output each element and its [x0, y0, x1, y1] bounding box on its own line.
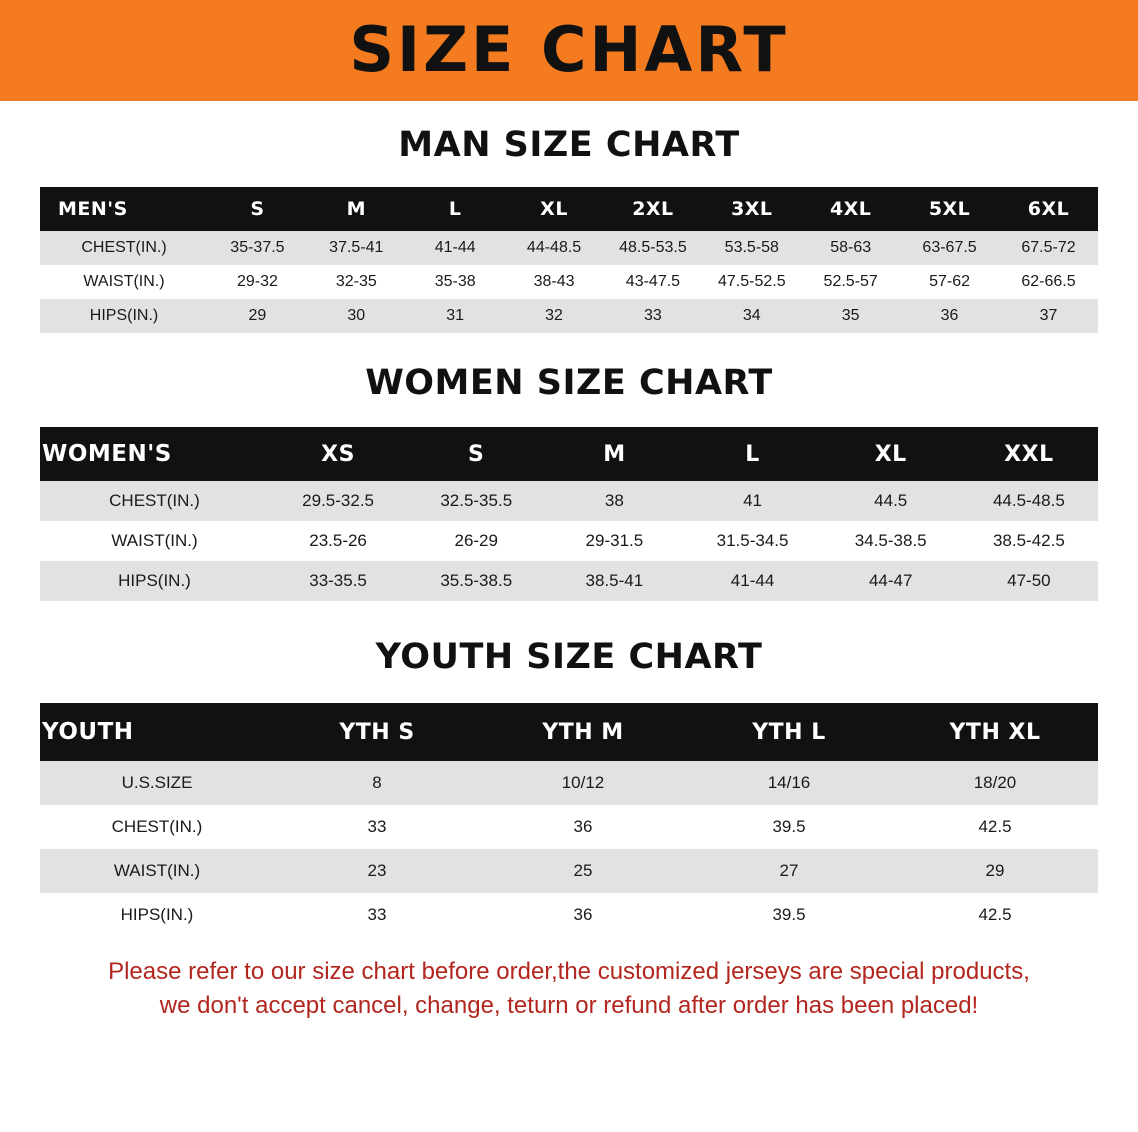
men-table-header-cell: 3XL: [702, 187, 801, 231]
men-table-header-cell: 5XL: [900, 187, 999, 231]
table-cell: 31.5-34.5: [683, 521, 821, 561]
table-cell: 38: [545, 481, 683, 521]
youth-table-header-cell: YTH M: [480, 703, 686, 761]
table-cell: 36: [480, 805, 686, 849]
table-cell: 26-29: [407, 521, 545, 561]
table-row: [40, 849, 1098, 893]
table-cell: 14/16: [686, 761, 892, 805]
women-section-title: WOMEN SIZE CHART: [365, 363, 773, 403]
women-table-head: [40, 427, 1098, 481]
table-cell: 37.5-41: [307, 231, 406, 265]
table-cell: 43-47.5: [604, 265, 703, 299]
table-cell: 38-43: [505, 265, 604, 299]
men-table-header-cell: 6XL: [999, 187, 1098, 231]
row-label: CHEST(IN.): [40, 231, 208, 265]
women-table-header-cell: XXL: [960, 427, 1098, 481]
disclaimer-line-1: Please refer to our size chart before order,the customized jerseys are special products,: [108, 958, 1030, 985]
table-cell: 35-38: [406, 265, 505, 299]
men-table-header-cell: XL: [505, 187, 604, 231]
table-cell: 35: [801, 299, 900, 333]
men-table-head: [40, 187, 1098, 231]
row-label: HIPS(IN.): [40, 299, 208, 333]
women-table-header-cell: M: [545, 427, 683, 481]
men-table-header-cell: 4XL: [801, 187, 900, 231]
table-header-row: [40, 187, 1098, 231]
row-label: WAIST(IN.): [40, 521, 269, 561]
table-cell: 44.5: [822, 481, 960, 521]
table-cell: 48.5-53.5: [604, 231, 703, 265]
table-cell: 52.5-57: [801, 265, 900, 299]
table-cell: 42.5: [892, 805, 1098, 849]
table-cell: 23.5-26: [269, 521, 407, 561]
row-label: HIPS(IN.): [40, 893, 274, 937]
men-size-table: [40, 187, 1098, 333]
youth-size-table: [40, 703, 1098, 937]
table-cell: 47.5-52.5: [702, 265, 801, 299]
table-cell: 29-31.5: [545, 521, 683, 561]
row-label: WAIST(IN.): [40, 265, 208, 299]
women-table-header-cell: S: [407, 427, 545, 481]
table-cell: 57-62: [900, 265, 999, 299]
table-cell: 32-35: [307, 265, 406, 299]
men-table-header-cell: L: [406, 187, 505, 231]
table-cell: 41-44: [683, 561, 821, 601]
table-cell: 10/12: [480, 761, 686, 805]
table-cell: 29: [892, 849, 1098, 893]
women-table-header-cell: XL: [822, 427, 960, 481]
table-cell: 23: [274, 849, 480, 893]
youth-table-wrap: [40, 703, 1098, 937]
men-table-body: [40, 231, 1098, 333]
table-cell: 44-47: [822, 561, 960, 601]
women-table-wrap: [40, 427, 1098, 601]
table-cell: 53.5-58: [702, 231, 801, 265]
table-cell: 34: [702, 299, 801, 333]
table-cell: 33: [274, 893, 480, 937]
men-table-header-cell: MEN'S: [40, 187, 208, 231]
women-size-table: [40, 427, 1098, 601]
table-cell: 44.5-48.5: [960, 481, 1098, 521]
table-cell: 44-48.5: [505, 231, 604, 265]
row-label: CHEST(IN.): [40, 481, 269, 521]
women-table-header-cell: XS: [269, 427, 407, 481]
men-table-header-cell: S: [208, 187, 307, 231]
row-label: WAIST(IN.): [40, 849, 274, 893]
women-table-header-cell: WOMEN'S: [40, 427, 269, 481]
youth-table-header-cell: YOUTH: [40, 703, 274, 761]
table-row: [40, 805, 1098, 849]
youth-table-head: [40, 703, 1098, 761]
table-row: [40, 521, 1098, 561]
men-table-header-cell: M: [307, 187, 406, 231]
table-cell: 38.5-41: [545, 561, 683, 601]
table-cell: 8: [274, 761, 480, 805]
man-section-title: MAN SIZE CHART: [398, 125, 740, 165]
table-cell: 33: [274, 805, 480, 849]
table-header-row: [40, 703, 1098, 761]
banner-title: SIZE CHART: [349, 12, 789, 86]
table-cell: 33-35.5: [269, 561, 407, 601]
table-cell: 41-44: [406, 231, 505, 265]
table-cell: 32: [505, 299, 604, 333]
table-cell: 58-63: [801, 231, 900, 265]
table-cell: 31: [406, 299, 505, 333]
table-cell: 25: [480, 849, 686, 893]
row-label: U.S.SIZE: [40, 761, 274, 805]
table-cell: 42.5: [892, 893, 1098, 937]
table-cell: 36: [900, 299, 999, 333]
youth-table-header-cell: YTH S: [274, 703, 480, 761]
table-cell: 36: [480, 893, 686, 937]
table-cell: 29-32: [208, 265, 307, 299]
disclaimer-line-2: we don't accept cancel, change, teturn or refund after order has been placed!: [159, 992, 979, 1020]
table-cell: 30: [307, 299, 406, 333]
table-cell: 39.5: [686, 805, 892, 849]
table-cell: 67.5-72: [999, 231, 1098, 265]
table-row: [40, 299, 1098, 333]
table-row: [40, 481, 1098, 521]
table-row: [40, 231, 1098, 265]
row-label: CHEST(IN.): [40, 805, 274, 849]
man-table-wrap: [40, 187, 1098, 333]
men-table-header-cell: 2XL: [604, 187, 703, 231]
table-cell: 41: [683, 481, 821, 521]
youth-section-title: YOUTH SIZE CHART: [375, 637, 763, 677]
women-table-body: [40, 481, 1098, 601]
table-cell: 37: [999, 299, 1098, 333]
youth-table-body: [40, 761, 1098, 937]
table-row: [40, 265, 1098, 299]
table-cell: 29: [208, 299, 307, 333]
table-cell: 35-37.5: [208, 231, 307, 265]
youth-table-header-cell: YTH XL: [892, 703, 1098, 761]
table-cell: 35.5-38.5: [407, 561, 545, 601]
table-cell: 47-50: [960, 561, 1098, 601]
table-row: [40, 561, 1098, 601]
row-label: HIPS(IN.): [40, 561, 269, 601]
banner: [0, 0, 1138, 101]
table-cell: 63-67.5: [900, 231, 999, 265]
table-cell: 27: [686, 849, 892, 893]
table-row: [40, 761, 1098, 805]
table-cell: 33: [604, 299, 703, 333]
women-table-header-cell: L: [683, 427, 821, 481]
table-cell: 38.5-42.5: [960, 521, 1098, 561]
disclaimer-note: [36, 955, 1102, 1023]
table-cell: 18/20: [892, 761, 1098, 805]
youth-table-header-cell: YTH L: [686, 703, 892, 761]
table-header-row: [40, 427, 1098, 481]
table-cell: 39.5: [686, 893, 892, 937]
table-cell: 62-66.5: [999, 265, 1098, 299]
table-cell: 29.5-32.5: [269, 481, 407, 521]
table-cell: 32.5-35.5: [407, 481, 545, 521]
table-cell: 34.5-38.5: [822, 521, 960, 561]
table-row: [40, 893, 1098, 937]
